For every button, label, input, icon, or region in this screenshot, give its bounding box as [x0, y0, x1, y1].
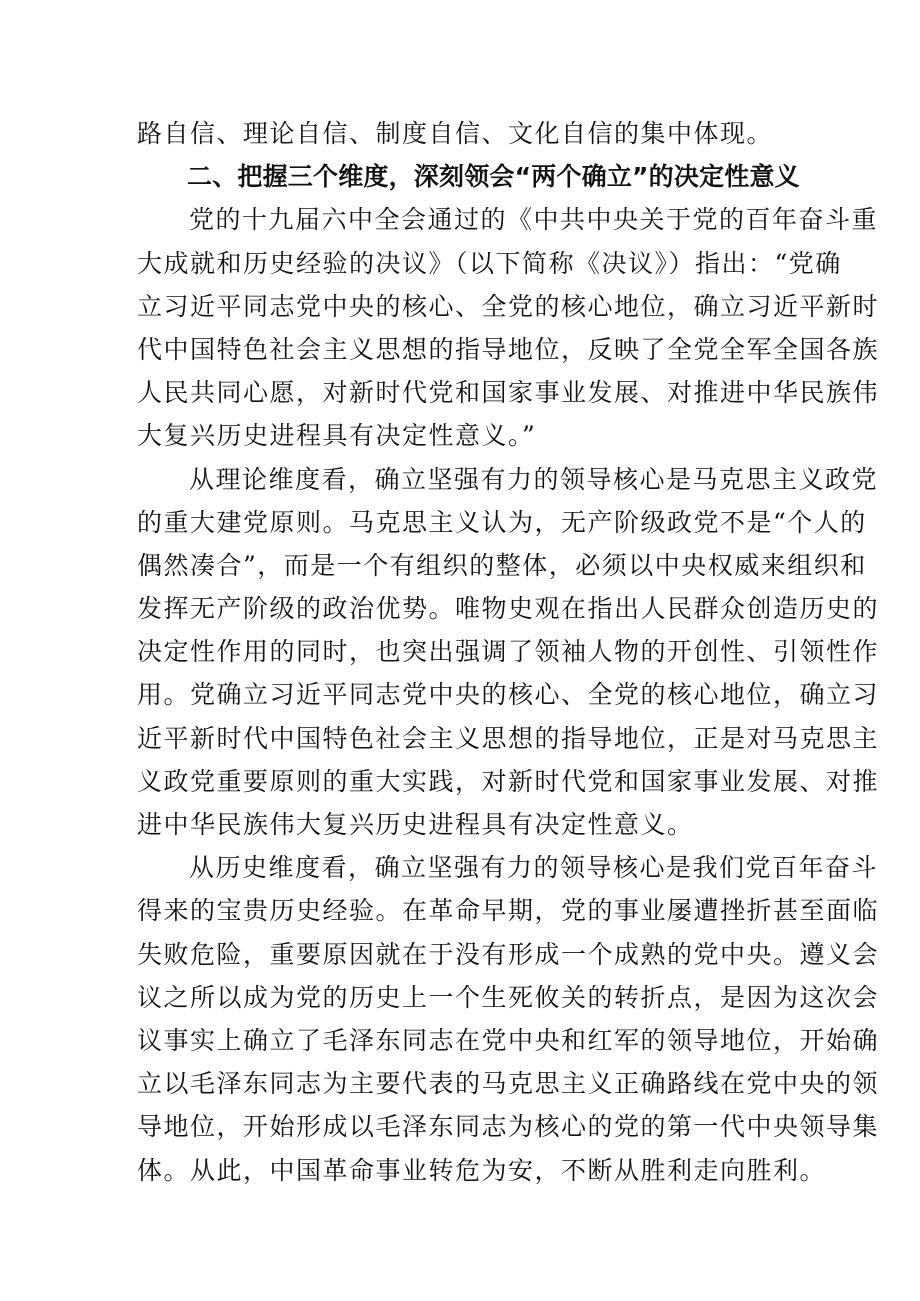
paragraph-theory-dimension	[137, 458, 880, 847]
document-body	[137, 112, 880, 1192]
paragraph-line: 大成就和历史经验的决议》（以下简称《决议》）指出：“党确	[137, 248, 842, 278]
paragraph-line: 得来的宝贵历史经验。在革命早期，党的事业屡遭挫折甚至面临	[137, 896, 880, 926]
paragraph-line: 近平新时代中国特色社会主义思想的指导地位，正是对马克思主	[137, 723, 880, 753]
paragraph-line: 决定性作用的同时，也突出强调了领袖人物的开创性、引领性作	[137, 637, 880, 667]
paragraph-line: 义政党重要原则的重大实践，对新时代党和国家事业发展、对推	[137, 766, 880, 796]
paragraph-line: 立以毛泽东同志为主要代表的马克思主义正确路线在党中央的领	[137, 1069, 880, 1099]
paragraph-line: 从理论维度看，确立坚强有力的领导核心是马克思主义政党	[189, 464, 879, 494]
paragraph-line: 导地位，开始形成以毛泽东同志为核心的党的第一代中央领导集	[137, 1112, 880, 1142]
section-heading: 二、把握三个维度，深刻领会“两个确立”的决定性意义	[187, 162, 800, 192]
paragraph-line: 代中国特色社会主义思想的指导地位，反映了全党全军全国各族	[137, 334, 880, 364]
paragraph-line: 体。从此，中国革命事业转危为安，不断从胜利走向胜利。	[137, 1155, 827, 1185]
paragraph-line: 立习近平同志党中央的核心、全党的核心地位，确立习近平新时	[137, 291, 880, 321]
paragraph-line: 偶然凑合”，而是一个有组织的整体，必须以中央权威来组织和	[137, 550, 867, 580]
intro-line: 路自信、理论自信、制度自信、文化自信的集中体现。	[137, 119, 774, 148]
paragraph-line: 党的十九届六中全会通过的《中共中央关于党的百年奋斗重	[189, 205, 879, 235]
paragraph-line: 从历史维度看，确立坚强有力的领导核心是我们党百年奋斗	[189, 853, 879, 883]
paragraph-line: 议事实上确立了毛泽东同志在党中央和红军的领导地位，开始确	[137, 1025, 880, 1055]
paragraph-line: 人民共同心愿，对新时代党和国家事业发展、对推进中华民族伟	[137, 378, 880, 408]
paragraph-line: 失败危险，重要原因就在于没有形成一个成熟的党中央。遵义会	[137, 939, 880, 969]
paragraph-line: 进中华民族伟大复兴历史进程具有决定性意义。	[137, 810, 694, 839]
paragraph-resolution-quote	[137, 198, 880, 457]
paragraph-line: 的重大建党原则。马克思主义认为，无产阶级政党不是“个人的	[137, 507, 867, 537]
paragraph-line: 发挥无产阶级的政治优势。唯物史观在指出人民群众创造历史的	[137, 594, 880, 624]
paragraph-history-dimension	[137, 846, 880, 1192]
paragraph-line: 议之所以成为党的历史上一个生死攸关的转折点，是因为这次会	[137, 982, 880, 1012]
paragraph-line: 大复兴历史进程具有决定性意义。”	[137, 421, 537, 451]
paragraph-line: 用。党确立习近平同志党中央的核心、全党的核心地位，确立习	[137, 680, 880, 710]
